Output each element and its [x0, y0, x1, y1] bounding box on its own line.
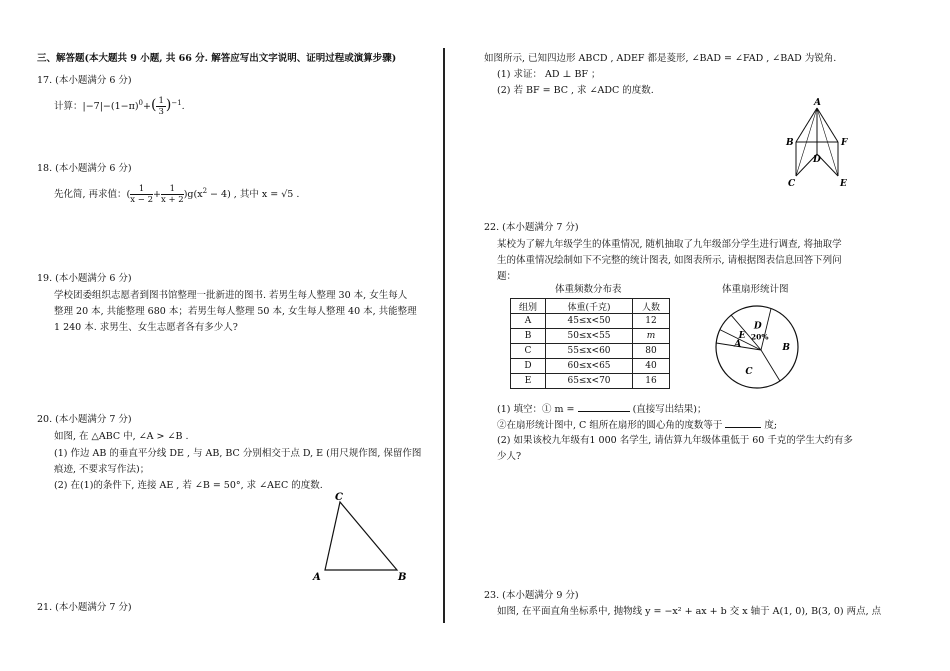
cell-count: 16	[633, 374, 670, 389]
cell-weight: 50≤x<55	[546, 329, 633, 344]
q22-q1-tail: (直接写出结果)；	[632, 404, 707, 415]
label-D-rh: D	[813, 155, 821, 165]
q22-q2-line-2: 少人?	[497, 451, 522, 462]
answer-blank-angle[interactable]	[725, 418, 761, 428]
q17-exp0: 0	[138, 99, 144, 107]
q22-line-2: 生的体重情况绘制如下不完整的统计图表, 如图表所示, 请根据图表信息回答下列问	[497, 255, 842, 266]
th-group: 组别	[511, 299, 546, 314]
cell-count: 80	[633, 344, 670, 359]
q19-line-1: 学校团委组织志愿者到图书馆整理一批新进的图书. 若男生每人整理 30 本, 女生每人	[54, 290, 408, 301]
q18-plus: +	[153, 189, 161, 201]
pie-label: A	[734, 339, 742, 350]
q21-heading: 21. (本小题满分 7 分)	[37, 602, 132, 613]
q22-line-1: 某校为了解九年级学生的体重情况, 随机抽取了九年级部分学生进行调查, 将抽取学	[497, 239, 842, 250]
label-C: C	[335, 492, 343, 503]
table-title: 体重频数分布表	[555, 284, 622, 295]
q19-line-2: 整理 20 本, 共能整理 680 本；若男生每人整理 50 本, 女生每人整理 40 本, 共能整理	[54, 306, 417, 317]
table-header-row	[511, 299, 670, 314]
q22-q2a	[497, 418, 777, 433]
section-header: 三、解答题(本大题共 9 小题, 共 66 分. 解答应写出文字说明、证明过程或演算步骤)	[37, 53, 397, 64]
q18-frac2-num: 1	[161, 184, 184, 195]
q18-open: (	[126, 189, 131, 201]
edge-AF	[817, 108, 838, 142]
q22-q1	[497, 402, 706, 417]
q22-q2-line-1: (2) 如果该校九年级有1 000 名学生, 请估算九年级体重低于 60 千克的学生大约有多	[497, 435, 853, 446]
q22-q1-text: (1) 填空：① m =	[497, 404, 575, 415]
cell-count: 12	[633, 314, 670, 329]
table-row	[511, 359, 670, 374]
q21-line-3: (2) 若 BF = BC , 求 ∠ADC 的度数.	[497, 85, 654, 96]
q17-frac-num: 1	[158, 96, 164, 107]
th-weight: 体重(千克)	[546, 299, 633, 314]
q21-line-2: (1) 求证： AD ⊥ BF ；	[497, 69, 601, 80]
q17-frac-den: 3	[158, 107, 164, 118]
table-row	[511, 314, 670, 329]
label-A-rh: A	[814, 98, 821, 108]
q19-line-3: 1 240 本. 求男生、女生志愿者各有多少人?	[54, 322, 238, 333]
q18-tail: − 4) , 其中 x = √5 .	[207, 189, 300, 201]
q20-line-2: (1) 作边 AB 的垂直平分线 DE , 与 AB, BC 分别相交于点 D, E (用尺规作图, 保留作图	[54, 448, 422, 459]
pie-label: E	[738, 330, 746, 341]
q22-q2a-text: ②在扇形统计图中, C 组所在扇形的圆心角的度数等于	[497, 420, 723, 431]
answer-blank-m[interactable]	[578, 402, 630, 412]
q23-heading: 23. (本小题满分 9 分)	[484, 590, 579, 601]
q22-heading: 22. (本小题满分 7 分)	[484, 222, 579, 233]
pie-label: D	[753, 321, 762, 332]
q18-heading: 18. (本小题满分 6 分)	[37, 163, 132, 174]
rhombus-figure	[782, 96, 852, 192]
q23-line-1: 如图, 在平面直角坐标系中, 抛物线 y = −x² + ax + b 交 x 轴于 A(1, 0), B(3, 0) 两点, 点	[497, 606, 882, 617]
q18-frac1	[130, 184, 153, 205]
cell-weight: 55≤x<60	[546, 344, 633, 359]
pie-percent-label: 20%	[750, 332, 769, 342]
cell-group: D	[511, 359, 546, 374]
label-E-rh: E	[840, 179, 847, 189]
q21-line-1: 如图所示, 已知四边形 ABCD , ADEF 都是菱形, ∠BAD = ∠FAD , ∠BAD 为锐角.	[484, 53, 837, 64]
pie-label: C	[745, 367, 753, 378]
label-F-rh: F	[841, 138, 848, 148]
cell-weight: 65≤x<70	[546, 374, 633, 389]
frequency-table	[510, 298, 670, 389]
q22-q2a-tail: 度;	[764, 420, 778, 431]
cell-weight: 45≤x<50	[546, 314, 633, 329]
cell-count: 40	[633, 359, 670, 374]
q17-expression: 计算：$|-7|-(1-\pi)^0+$( $\frac{1}{3}$ )$^{-1}$.	[54, 96, 185, 118]
q19-heading: 19. (本小题满分 6 分)	[37, 273, 132, 284]
q20-line-1: 如图, 在 △ABC 中, ∠A > ∠B .	[54, 431, 189, 442]
q17-plus: +	[143, 101, 151, 113]
label-C-rh: C	[788, 179, 796, 189]
pie-chart	[710, 297, 810, 397]
cell-group: C	[511, 344, 546, 359]
q18-frac1-den: x − 2	[130, 195, 153, 206]
table-row	[511, 329, 670, 344]
cell-weight: 60≤x<65	[546, 359, 633, 374]
q18-frac2-den: x + 2	[160, 195, 184, 206]
table-row	[511, 344, 670, 359]
label-B: B	[398, 572, 407, 583]
label-A: A	[313, 572, 321, 583]
label-B-rh: B	[786, 138, 794, 148]
triangle-abc	[325, 502, 397, 570]
q18-frac1-num: 1	[130, 184, 153, 195]
cell-group: B	[511, 329, 546, 344]
q18-exp2: 2	[202, 187, 208, 195]
table-row	[511, 374, 670, 389]
edge-AB	[796, 108, 817, 142]
q18-frac2	[161, 184, 184, 205]
q20-line-4: (2) 在(1)的条件下, 连接 AE , 若 ∠B = 50°, 求 ∠AEC 的度数.	[54, 480, 323, 491]
q22-line-3: 题：	[497, 271, 517, 282]
q18-expression	[54, 184, 299, 205]
q17-end: .	[181, 101, 185, 113]
cell-group: A	[511, 314, 546, 329]
triangle-abc-figure	[305, 488, 415, 588]
q18-mid: )g(x	[183, 189, 203, 201]
q20-line-3: 痕迹, 不要求写作法)；	[54, 464, 150, 475]
pie-label: B	[782, 343, 791, 354]
q18-prefix: 先化简, 再求值：	[54, 189, 127, 201]
q17-fraction	[156, 96, 165, 117]
cell-group: E	[511, 374, 546, 389]
th-count: 人数	[633, 299, 670, 314]
pie-title: 体重扇形统计图	[722, 284, 789, 295]
q17-prefix: 计算：	[54, 101, 83, 113]
column-divider	[443, 48, 445, 623]
q17-exp-neg: −1	[171, 99, 182, 107]
q20-heading: 20. (本小题满分 7 分)	[37, 414, 132, 425]
cell-count: m	[633, 329, 670, 344]
q17-expr: |−7|−(1−π)	[82, 101, 139, 113]
q17-heading: 17. (本小题满分 6 分)	[37, 75, 132, 86]
